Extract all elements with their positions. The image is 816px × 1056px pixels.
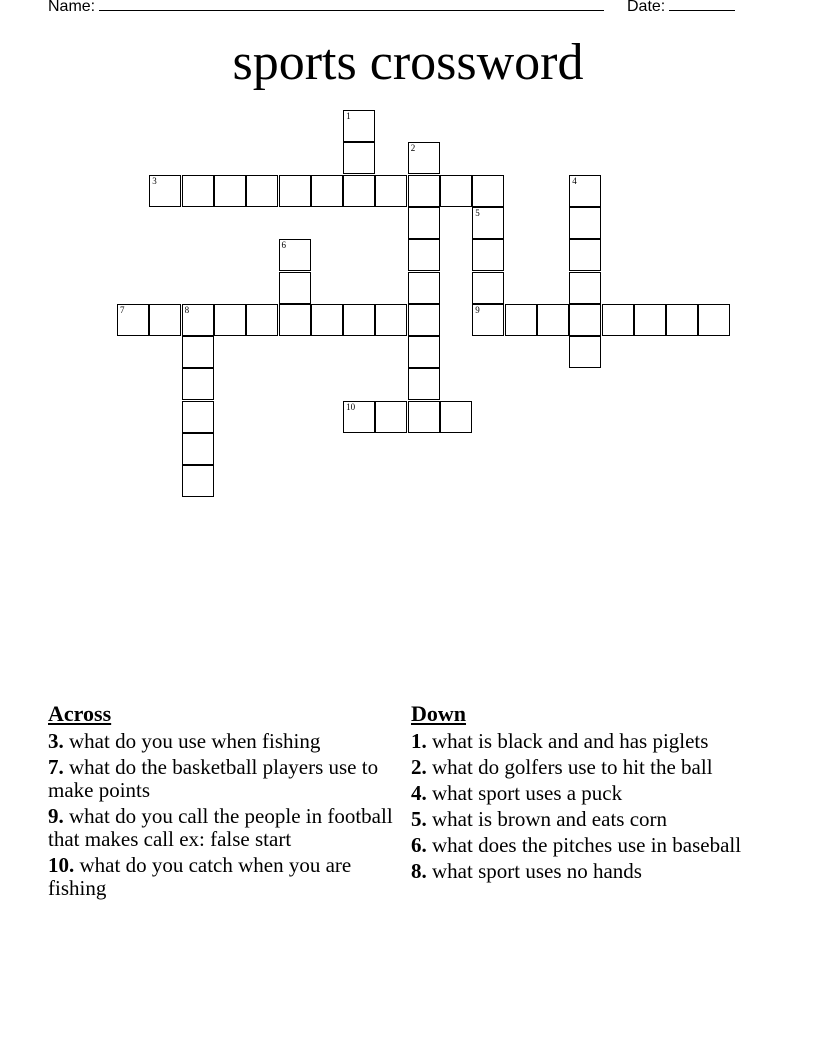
grid-cell[interactable] [343, 304, 375, 336]
grid-cell[interactable] [440, 401, 472, 433]
across-clue [48, 756, 408, 802]
across-clue [48, 730, 408, 753]
clue-number: 3. [48, 729, 64, 753]
clue-number: 6. [411, 833, 427, 857]
grid-cell[interactable] [408, 142, 440, 174]
grid-cell[interactable] [214, 175, 246, 207]
grid-cell[interactable] [279, 272, 311, 304]
clue-number: 7. [48, 755, 64, 779]
clue-text: what sport uses no hands [432, 859, 642, 883]
grid-cell[interactable] [343, 175, 375, 207]
grid-cell[interactable] [537, 304, 569, 336]
clue-text: what is brown and eats corn [432, 807, 668, 831]
grid-cell[interactable] [117, 304, 149, 336]
grid-cell[interactable] [279, 304, 311, 336]
down-clue [411, 730, 756, 753]
grid-cell[interactable] [569, 239, 601, 271]
down-clue [411, 808, 756, 831]
across-clue [48, 805, 408, 851]
clue-number: 5. [411, 807, 427, 831]
grid-cell[interactable] [214, 304, 246, 336]
grid-cell[interactable] [408, 239, 440, 271]
cell-number: 3 [152, 175, 157, 186]
grid-cell[interactable] [279, 239, 311, 271]
grid-cell[interactable] [408, 272, 440, 304]
grid-cell[interactable] [182, 433, 214, 465]
grid-cell[interactable] [569, 207, 601, 239]
cell-number: 7 [120, 304, 125, 315]
cell-number: 1 [346, 111, 351, 121]
clue-text: what do you use when fishing [69, 729, 321, 753]
grid-cell[interactable] [311, 175, 343, 207]
grid-cell[interactable] [149, 304, 181, 336]
grid-cell[interactable] [569, 304, 601, 336]
grid-cell[interactable] [149, 175, 181, 207]
grid-cell[interactable] [408, 175, 440, 207]
cell-number: 5 [475, 207, 480, 218]
grid-cell[interactable] [472, 304, 504, 336]
grid-cell[interactable] [182, 401, 214, 433]
down-clue [411, 756, 756, 779]
across-clues [48, 700, 408, 903]
clue-text: what does the pitches use in baseball [432, 833, 742, 857]
down-clue [411, 834, 756, 857]
grid-cell[interactable] [569, 272, 601, 304]
grid-cell[interactable] [343, 142, 375, 174]
clue-text: what do you catch when you are fishing [48, 853, 352, 900]
clue-text: what is black and and has piglets [432, 729, 709, 753]
grid-cell[interactable] [634, 304, 666, 336]
cell-number: 6 [281, 240, 286, 251]
grid-cell[interactable] [472, 272, 504, 304]
across-heading: Across [48, 701, 112, 726]
grid-cell[interactable] [569, 336, 601, 368]
clue-text: what sport uses a puck [432, 781, 623, 805]
clue-number: 8. [411, 859, 427, 883]
grid-cell[interactable] [472, 175, 504, 207]
grid-cell[interactable] [375, 401, 407, 433]
grid-cell[interactable] [408, 304, 440, 336]
grid-cell[interactable] [182, 465, 214, 497]
grid-cell[interactable] [698, 304, 730, 336]
grid-cell[interactable] [408, 207, 440, 239]
grid-cell[interactable] [505, 304, 537, 336]
down-clue [411, 860, 756, 883]
date-label: Date: [627, 0, 666, 15]
grid-cell[interactable] [343, 401, 375, 433]
clue-number: 9. [48, 804, 64, 828]
grid-cell[interactable] [343, 110, 375, 142]
grid-cell[interactable] [246, 175, 278, 207]
grid-cell[interactable] [408, 336, 440, 368]
down-heading: Down [411, 701, 467, 726]
grid-cell[interactable] [569, 175, 601, 207]
grid-cell[interactable] [246, 304, 278, 336]
grid-cell[interactable] [472, 239, 504, 271]
page-title: sports crossword [232, 34, 584, 91]
cell-number: 2 [410, 143, 416, 154]
cell-number: 8 [184, 304, 190, 315]
name-label: Name: [48, 0, 96, 15]
clue-number: 1. [411, 729, 427, 753]
cell-number: 9 [475, 304, 480, 315]
grid-cell[interactable] [440, 175, 472, 207]
grid-cell[interactable] [375, 175, 407, 207]
grid-cell[interactable] [279, 175, 311, 207]
down-clues [411, 700, 756, 886]
clue-text: what do the basketball players use to make points [48, 755, 379, 802]
cell-number: 10 [346, 401, 356, 412]
grid-cell[interactable] [602, 304, 634, 336]
grid-cell[interactable] [666, 304, 698, 336]
clue-text: what do you call the people in football that makes call ex: false start [48, 804, 393, 851]
grid-cell[interactable] [311, 304, 343, 336]
clue-number: 10. [48, 853, 75, 877]
clue-number: 4. [411, 781, 427, 805]
grid-cell[interactable] [182, 175, 214, 207]
clue-text: what do golfers use to hit the ball [432, 755, 713, 779]
cell-number: 4 [572, 175, 577, 186]
down-clue [411, 782, 756, 805]
across-clue [48, 854, 408, 900]
grid-cell[interactable] [375, 304, 407, 336]
grid-cell[interactable] [408, 368, 440, 400]
clue-number: 2. [411, 755, 427, 779]
grid-cell[interactable] [182, 336, 214, 368]
grid-cell[interactable] [408, 401, 440, 433]
grid-cell[interactable] [182, 368, 214, 400]
grid-cell[interactable] [182, 304, 214, 336]
grid-cell[interactable] [472, 207, 504, 239]
